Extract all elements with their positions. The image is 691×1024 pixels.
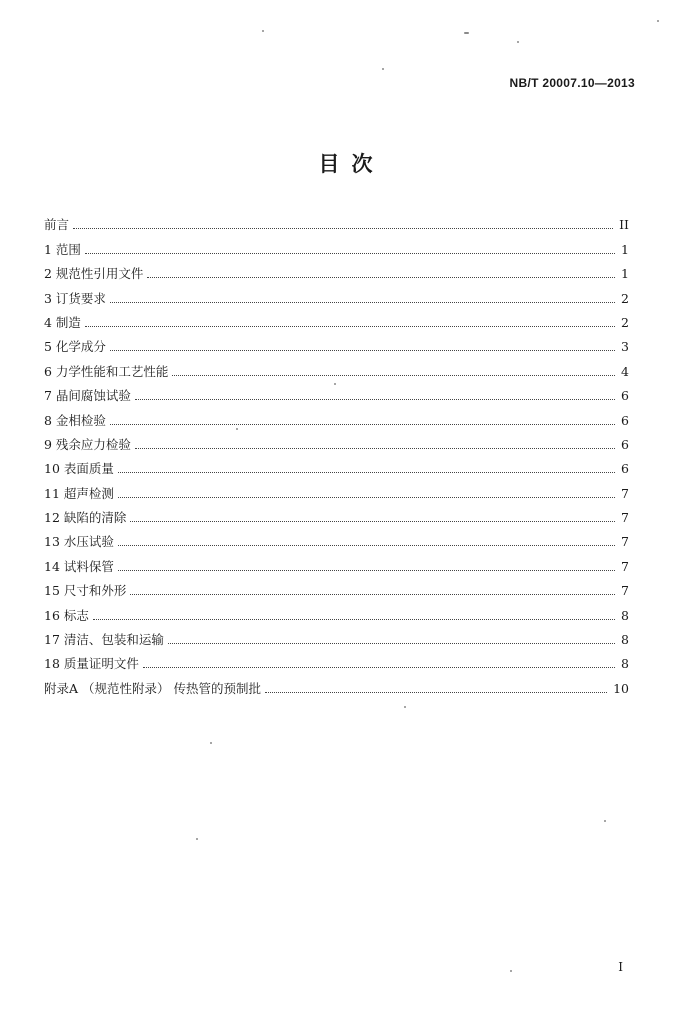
toc-entry-page: 4 xyxy=(621,363,629,379)
toc-entry-label: 12 缺陷的清除 xyxy=(44,510,127,526)
toc-entry-label: 附录A （规范性附录） 传热管的预制批 xyxy=(44,680,261,696)
toc-entry xyxy=(44,258,629,282)
dot-leader xyxy=(168,643,615,644)
toc-entry-page: 6 xyxy=(621,461,629,477)
toc-entry xyxy=(44,550,629,574)
dot-leader xyxy=(130,594,615,595)
toc-entry xyxy=(44,355,629,379)
scan-speck xyxy=(210,742,212,744)
toc-entry-label: 5 化学成分 xyxy=(44,339,106,355)
dot-leader xyxy=(265,692,607,693)
toc-entry-label: 7 晶间腐蚀试验 xyxy=(44,388,131,404)
standard-number: NB/T 20007.10—2013 xyxy=(509,76,635,90)
toc-entry-label: 3 订货要求 xyxy=(44,290,106,306)
toc-entry-label: 13 水压试验 xyxy=(44,534,114,550)
toc-entry-label: 16 标志 xyxy=(44,607,89,623)
toc-entry xyxy=(44,453,629,477)
toc-entry-page: 6 xyxy=(621,388,629,404)
toc-entry-page: 8 xyxy=(621,632,629,648)
scan-speck xyxy=(382,68,384,70)
page-number: I xyxy=(618,960,623,974)
toc-entry-page: 7 xyxy=(621,558,629,574)
scan-speck xyxy=(404,706,406,708)
toc-entry xyxy=(44,307,629,331)
toc-entry xyxy=(44,624,629,648)
scan-speck xyxy=(262,30,264,32)
table-of-contents xyxy=(44,209,629,697)
scan-speck xyxy=(196,838,198,840)
dot-leader xyxy=(130,521,615,522)
toc-entry-label: 11 超声检测 xyxy=(44,485,114,501)
toc-entry-page: 1 xyxy=(621,241,629,257)
toc-entry-label: 9 残余应力检验 xyxy=(44,436,131,452)
toc-entry-label: 6 力学性能和工艺性能 xyxy=(44,363,169,379)
dot-leader xyxy=(135,399,615,400)
dot-leader xyxy=(172,375,615,376)
toc-entry-label: 14 试料保管 xyxy=(44,558,114,574)
scan-speck xyxy=(604,820,606,822)
toc-entry xyxy=(44,282,629,306)
toc-entry xyxy=(44,429,629,453)
toc-entry-page: 6 xyxy=(621,436,629,452)
scan-speck xyxy=(517,41,519,43)
toc-entry xyxy=(44,575,629,599)
toc-entry xyxy=(44,648,629,672)
dot-leader xyxy=(135,448,615,449)
toc-entry xyxy=(44,502,629,526)
toc-entry xyxy=(44,526,629,550)
dot-leader xyxy=(110,424,615,425)
toc-entry-label: 1 范围 xyxy=(44,241,81,257)
toc-entry-page: 7 xyxy=(621,510,629,526)
toc-entry xyxy=(44,331,629,355)
scan-speck xyxy=(657,20,659,22)
dot-leader xyxy=(147,277,615,278)
toc-entry-label: 2 规范性引用文件 xyxy=(44,266,144,282)
toc-entry-page: II xyxy=(619,217,629,233)
dot-leader xyxy=(118,472,615,473)
scan-speck xyxy=(236,428,238,430)
dot-leader xyxy=(85,253,615,254)
toc-entry-page: 7 xyxy=(621,534,629,550)
toc-entry-page: 6 xyxy=(621,412,629,428)
toc-entry-label: 前言 xyxy=(44,217,70,233)
toc-entry-page: 8 xyxy=(621,607,629,623)
dot-leader xyxy=(143,667,615,668)
toc-entry-label: 18 质量证明文件 xyxy=(44,656,139,672)
toc-entry-page: 3 xyxy=(621,339,629,355)
toc-entry xyxy=(44,404,629,428)
toc-entry-label: 15 尺寸和外形 xyxy=(44,583,127,599)
toc-entry-page: 8 xyxy=(621,656,629,672)
page-title: 目次 xyxy=(318,152,385,176)
dot-leader xyxy=(118,570,615,571)
toc-entry-label: 10 表面质量 xyxy=(44,461,114,477)
dot-leader xyxy=(85,326,615,327)
dot-leader xyxy=(73,228,613,229)
toc-entry xyxy=(44,380,629,404)
dot-leader xyxy=(110,350,615,351)
toc-entry-page: 2 xyxy=(621,290,629,306)
toc-entry-page: 2 xyxy=(621,314,629,330)
scan-speck xyxy=(510,970,512,972)
toc-entry xyxy=(44,477,629,501)
scan-speck xyxy=(464,32,469,34)
dot-leader xyxy=(110,302,615,303)
dot-leader xyxy=(118,497,615,498)
toc-entry-page: 1 xyxy=(621,266,629,282)
toc-entry-label: 8 金相检验 xyxy=(44,412,106,428)
toc-entry xyxy=(44,599,629,623)
toc-entry xyxy=(44,233,629,257)
dot-leader xyxy=(93,619,615,620)
scan-speck xyxy=(334,383,336,385)
dot-leader xyxy=(118,545,615,546)
toc-entry-page: 7 xyxy=(621,485,629,501)
toc-entry-label: 4 制造 xyxy=(44,314,81,330)
toc-entry xyxy=(44,672,629,696)
toc-entry-label: 17 清洁、包装和运输 xyxy=(44,632,164,648)
toc-entry-page: 7 xyxy=(621,583,629,599)
toc-entry xyxy=(44,209,629,233)
toc-entry-page: 10 xyxy=(613,680,629,696)
